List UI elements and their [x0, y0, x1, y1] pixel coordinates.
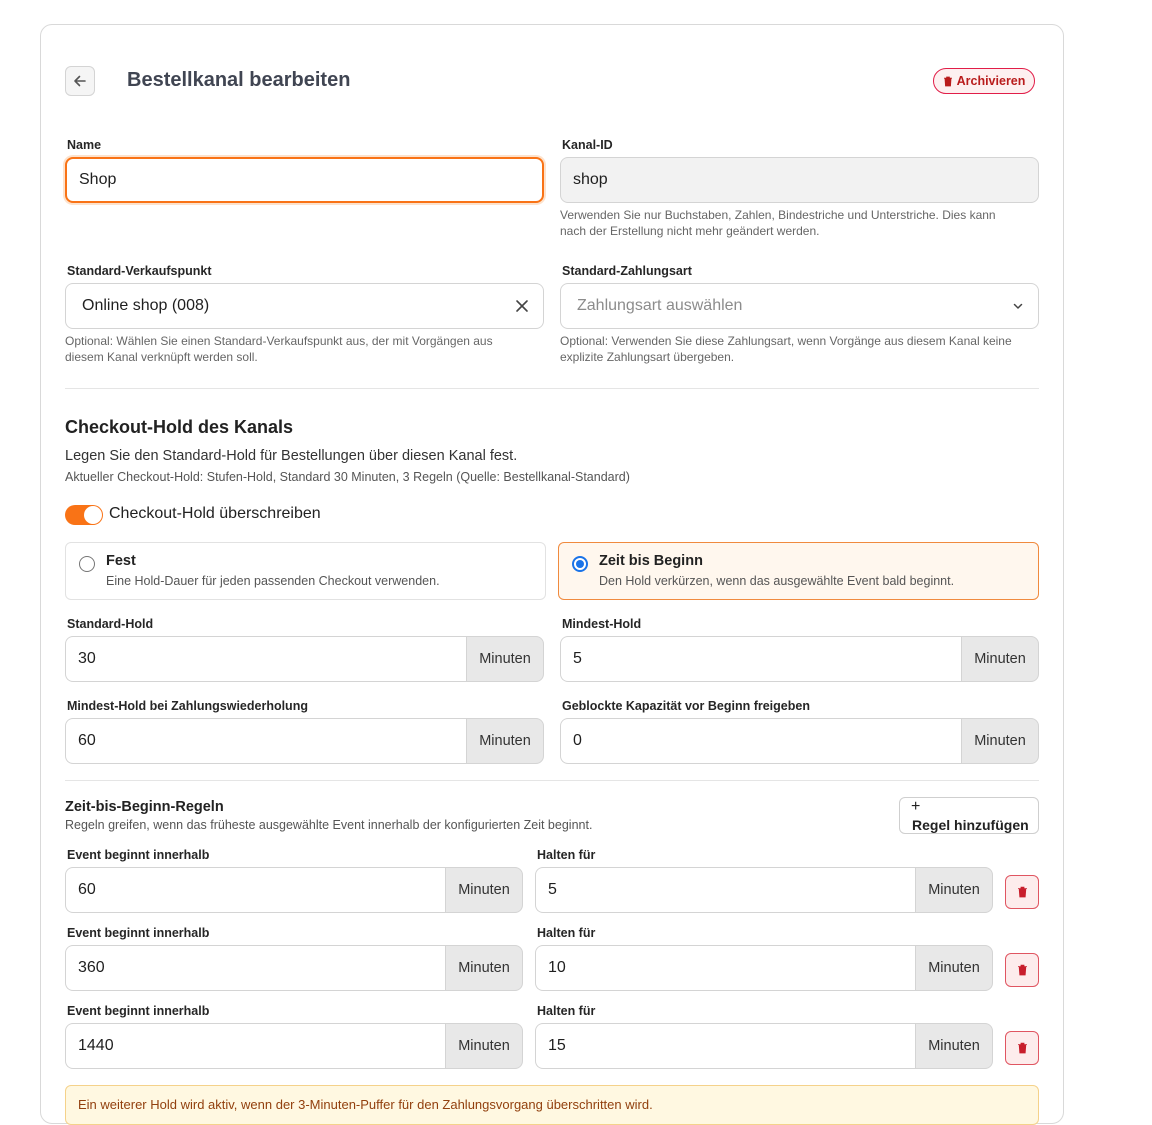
point-of-sale-help: Optional: Wählen Sie einen Standard-Verkaufspunkt aus, der mit Vorgängen aus diesem Kanal verknüpft werden soll. [65, 334, 493, 364]
default-hold-unit: Minuten [466, 636, 544, 682]
min-hold-retry-group [65, 718, 544, 764]
delete-rule-button[interactable] [1005, 875, 1039, 909]
hold-option-fixed-description: Eine Hold-Dauer für jeden passenden Checkout verwenden. [106, 574, 440, 588]
delete-rule-button[interactable] [1005, 1031, 1039, 1065]
payment-method-label: Standard-Zahlungsart [562, 264, 692, 278]
warning-notice [65, 1085, 1039, 1125]
rule-within-label: Event beginnt innerhalb [67, 848, 210, 862]
delete-rule-button[interactable] [1005, 953, 1039, 987]
name-value: Shop [79, 171, 117, 188]
radio-fixed[interactable] [79, 556, 95, 572]
rule-hold-unit: Minuten [915, 867, 993, 913]
rule-within-unit: Minuten [445, 1023, 523, 1069]
release-before-input[interactable]: 0 [560, 718, 961, 764]
page-title: Bestellkanal bearbeiten [127, 69, 351, 91]
default-hold-label: Standard-Hold [67, 617, 154, 631]
divider [65, 388, 1039, 389]
trash-icon [1017, 1042, 1028, 1054]
min-hold-retry-input[interactable]: 60 [65, 718, 466, 764]
default-hold-group [65, 636, 544, 682]
rule-within-group [65, 867, 523, 913]
toggle-knob [84, 506, 102, 524]
release-before-unit: Minuten [961, 718, 1039, 764]
hold-option-fixed-title: Fest [106, 553, 136, 569]
channel-id-input [560, 157, 1039, 203]
trash-icon [943, 76, 953, 87]
hold-current-summary: Aktueller Checkout-Hold: Stufen-Hold, Standard 30 Minuten, 3 Regeln (Quelle: Bestellkanal-Standard) [65, 470, 630, 484]
plus-icon: + [911, 798, 921, 815]
rule-hold-group [535, 867, 993, 913]
rule-within-input[interactable]: 1440 [65, 1023, 445, 1069]
min-hold-retry-label: Mindest-Hold bei Zahlungswiederholung [67, 699, 308, 713]
rule-within-unit: Minuten [445, 945, 523, 991]
override-toggle[interactable] [65, 505, 103, 525]
back-button[interactable] [65, 66, 95, 96]
rule-within-group [65, 1023, 523, 1069]
payment-method-select[interactable] [560, 283, 1039, 329]
hold-option-time-to-start[interactable] [558, 542, 1039, 600]
min-hold-unit: Minuten [961, 636, 1039, 682]
point-of-sale-label: Standard-Verkaufspunkt [67, 264, 212, 278]
channel-id-help: Verwenden Sie nur Buchstaben, Zahlen, Bindestriche und Unterstriche. Dies kann nach der Erstellung nicht mehr geändert werden. [560, 208, 996, 238]
hold-option-fixed[interactable] [65, 542, 546, 600]
rule-hold-group [535, 945, 993, 991]
name-input[interactable] [65, 157, 544, 203]
rule-within-label: Event beginnt innerhalb [67, 1004, 210, 1018]
point-of-sale-select[interactable] [65, 283, 544, 329]
archive-label: Archivieren [956, 74, 1026, 88]
release-before-group [560, 718, 1039, 764]
divider [65, 780, 1039, 781]
radio-time-to-start[interactable] [572, 556, 588, 572]
rule-within-input[interactable]: 360 [65, 945, 445, 991]
release-before-label: Geblockte Kapazität vor Beginn freigeben [562, 699, 810, 713]
rule-within-input[interactable]: 60 [65, 867, 445, 913]
archive-button[interactable] [933, 68, 1035, 94]
rule-within-group [65, 945, 523, 991]
rule-within-label: Event beginnt innerhalb [67, 926, 210, 940]
point-of-sale-value: Online shop (008) [82, 297, 210, 314]
add-rule-label: Regel hinzufügen [912, 817, 1029, 833]
override-toggle-label: Checkout-Hold überschreiben [109, 505, 321, 522]
rule-hold-label: Halten für [537, 1004, 596, 1018]
channel-id-value: shop [573, 171, 608, 188]
payment-method-help: Optional: Verwenden Sie diese Zahlungsart, wenn Vorgänge aus diesem Kanal keine explizite Zahlungsart übergeben. [560, 334, 1012, 364]
rule-hold-unit: Minuten [915, 1023, 993, 1069]
rule-hold-label: Halten für [537, 926, 596, 940]
add-rule-button[interactable] [899, 797, 1039, 834]
rule-hold-group [535, 1023, 993, 1069]
channel-id-label: Kanal-ID [562, 138, 613, 152]
hold-section-title: Checkout-Hold des Kanals [65, 417, 294, 437]
trash-icon [1017, 886, 1028, 898]
rule-hold-input[interactable]: 5 [535, 867, 915, 913]
arrow-left-icon [72, 73, 88, 89]
min-hold-group [560, 636, 1039, 682]
rule-hold-input[interactable]: 15 [535, 1023, 915, 1069]
min-hold-retry-unit: Minuten [466, 718, 544, 764]
rule-within-unit: Minuten [445, 867, 523, 913]
default-hold-input[interactable]: 30 [65, 636, 466, 682]
rules-title: Zeit-bis-Beginn-Regeln [65, 799, 224, 815]
trash-icon [1017, 964, 1028, 976]
payment-method-placeholder: Zahlungsart auswählen [577, 297, 743, 314]
rules-description: Regeln greifen, wenn das früheste ausgewählte Event innerhalb der konfigurierten Zeit beginnt. [65, 818, 593, 832]
clear-icon[interactable] [515, 299, 529, 313]
rule-hold-unit: Minuten [915, 945, 993, 991]
hold-section-description: Legen Sie den Standard-Hold für Bestellungen über diesen Kanal fest. [65, 448, 518, 464]
min-hold-input[interactable]: 5 [560, 636, 961, 682]
min-hold-label: Mindest-Hold [562, 617, 642, 631]
warning-notice-text: Ein weiterer Hold wird aktiv, wenn der 3-Minuten-Puffer für den Zahlungsvorgang überschritten wird. [78, 1097, 653, 1112]
name-label: Name [67, 138, 102, 152]
hold-option-time-to-start-title: Zeit bis Beginn [599, 553, 703, 569]
hold-option-time-to-start-description: Den Hold verkürzen, wenn das ausgewählte Event bald beginnt. [599, 574, 955, 588]
chevron-down-icon [1012, 300, 1024, 312]
rule-hold-input[interactable]: 10 [535, 945, 915, 991]
rule-hold-label: Halten für [537, 848, 596, 862]
